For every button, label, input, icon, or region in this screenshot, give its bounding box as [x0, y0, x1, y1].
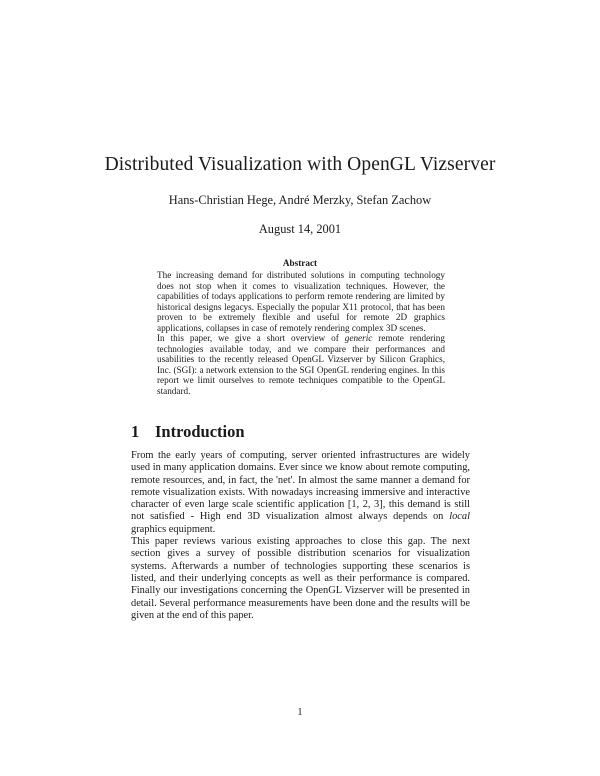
introduction-body: [131, 450, 470, 622]
intro-p1-text-b: graphics equipment.: [131, 523, 216, 535]
paper-title: Distributed Visualization with OpenGL Vizserver: [104, 154, 496, 175]
abstract-p2-text-b: remote rendering technologies available today, and we compare their performances and usabilities to the recently released OpenGL Vizserver by Silicon Graphics, Inc. (SGI): a network extension to the SGI OpenGL rendering engines. In this report we limit ourselves to remote techniques compatible to the OpenGL standard.: [157, 333, 445, 396]
intro-paragraph-1: [131, 450, 470, 536]
abstract-heading: Abstract: [282, 258, 318, 268]
intro-paragraph-2: This paper reviews various existing approaches to close this gap. The next section gives a survey of possible distribution scenarios for visualization systems. Afterwards a number of technologies supporting these scenarios is listed, and their underlying concepts as well as their performance is compared. Finally our investigations concerning the OpenGL Vizserver will be presented in detail. Several performance measurements have been done and the results will be given at the end of this paper.: [131, 536, 470, 621]
section-title: Introduction: [155, 422, 245, 441]
abstract-paragraph-1: The increasing demand for distributed solutions in computing technology does not stop when it comes to visualization techniques. However, the capabilities of todays applications to perform remote rendering are limited by historical designs legacys. Especially the popular X11 protocol, that has been proven to be extremely flexible and useful for remote 2D graphics applications, collapses in case of remotely rendering complex 3D scenes.: [157, 270, 445, 333]
abstract-paragraph-2: [157, 333, 445, 396]
page-number: 1: [297, 707, 303, 718]
author-list: Hans-Christian Hege, André Merzky, Stefan Zachow: [168, 193, 432, 207]
abstract-body: [157, 270, 445, 396]
section-number: 1: [131, 422, 140, 441]
abstract-p2-text-a: In this paper, we give a short overview of: [157, 333, 345, 343]
abstract-p2-emphasis: generic: [344, 333, 373, 343]
intro-p1-emphasis: local: [449, 511, 470, 523]
intro-p1-text-a: From the early years of computing, server oriented infrastructures are widely used in many application domains. Ever since we know about remote computing, remote resources, and, in fact, the 'net'. In almost the same manner a demand for remote visualization exists. With nowadays increasing immersive and interactive character of even large scale scientific application [1, 2, 3], this demand is still not satisfied - High end 3D visualization almost always depends on: [131, 450, 470, 523]
publication-date: August 14, 2001: [258, 222, 342, 236]
section-heading-introduction: [131, 422, 491, 442]
